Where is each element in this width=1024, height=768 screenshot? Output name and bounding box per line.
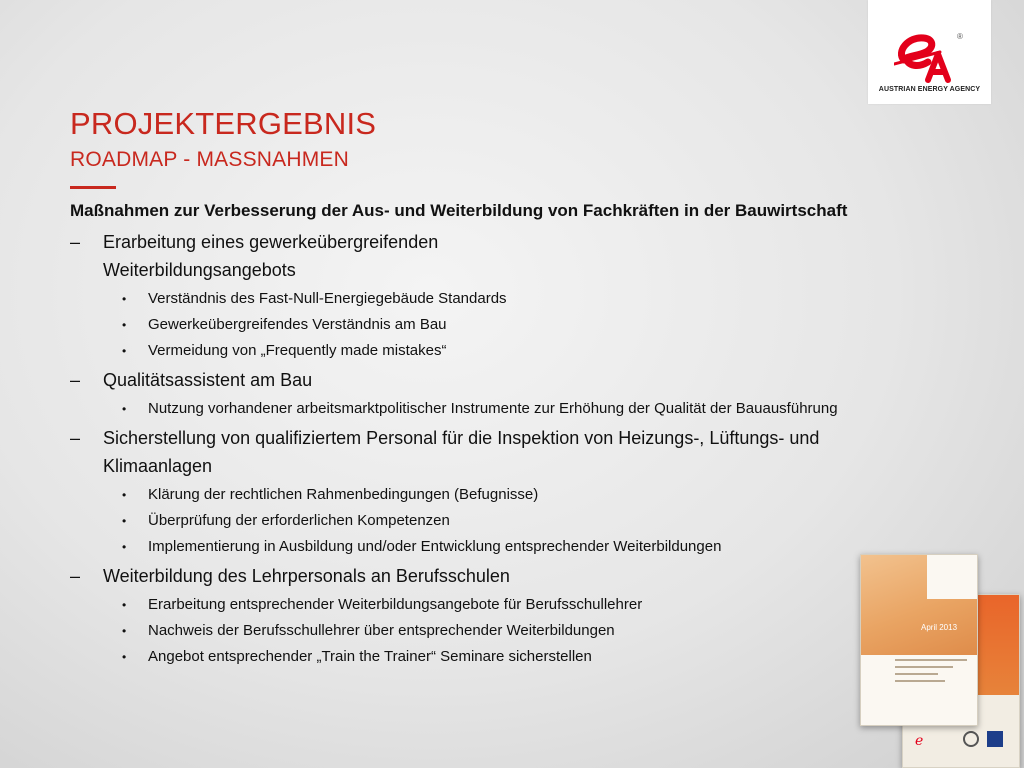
sub-list-item — [70, 288, 870, 310]
title-accent-bar — [70, 186, 116, 189]
slide-title: PROJEKTERGEBNIS — [70, 106, 377, 141]
sub-list-item — [70, 594, 870, 616]
bullet-marker: • — [122, 624, 127, 638]
dash-marker: – — [70, 428, 81, 448]
bullet-marker: • — [122, 650, 127, 664]
sub-list-item — [70, 398, 868, 420]
sub-list-item — [70, 620, 870, 642]
brochure-partner-logos-icon — [913, 725, 1009, 755]
bullet-marker: • — [122, 540, 127, 554]
list-item-text: Qualitätsassistent am Bau — [103, 370, 313, 390]
sub-list-item-text: Nutzung vorhandener arbeitsmarktpolitischer Instrumente zur Erhöhung der Qualität der Bauausführung — [148, 400, 838, 417]
list-item-text: Weiterbildung des Lehrpersonals an Berufsschulen — [103, 566, 510, 586]
brochure-images — [858, 552, 1024, 768]
bullet-marker: • — [122, 292, 127, 306]
sub-list-item-text: Vermeidung von „Frequently made mistakes“ — [148, 342, 447, 359]
bullet-marker: • — [122, 514, 127, 528]
dash-marker: – — [70, 566, 81, 586]
sub-list-item-text: Angebot entsprechender „Train the Trainer“ Seminare sicherstellen — [148, 648, 592, 665]
list-item — [70, 562, 870, 590]
sub-list-item-text: Verständnis des Fast-Null-Energiegebäude Standards — [148, 290, 507, 307]
slide-content — [70, 198, 870, 672]
brochure-text-lines — [895, 659, 967, 687]
ea-logo-mark-icon — [894, 30, 958, 84]
list-item — [70, 228, 870, 284]
sub-list-item-text: Implementierung in Ausbildung und/oder Entwicklung entsprechender Weiterbildungen — [148, 538, 722, 555]
austrian-energy-agency-logo — [868, 0, 991, 104]
bullet-marker: • — [122, 402, 127, 416]
brochure-date: April 2013 — [921, 623, 958, 632]
slide-subtitle: ROADMAP - MASSNAHMEN — [70, 148, 349, 171]
sub-list-item-text: Nachweis der Berufsschullehrer über entsprechender Weiterbildungen — [148, 622, 615, 639]
list-item — [70, 366, 870, 394]
bullet-marker: • — [122, 344, 127, 358]
sub-list-item — [70, 510, 870, 532]
sub-list-item — [70, 536, 870, 558]
list-item — [70, 424, 893, 480]
bullet-marker: • — [122, 488, 127, 502]
content-heading: Maßnahmen zur Verbesserung der Aus- und Weiterbildung von Fachkräften in der Bauwirtschaft — [70, 201, 848, 220]
sub-list-item-text: Gewerkeübergreifendes Verständnis am Bau — [148, 316, 447, 333]
brochure-front-cover — [860, 554, 978, 726]
sub-list-item — [70, 646, 870, 668]
bullet-marker: • — [122, 598, 127, 612]
list-item-text: Erarbeitung eines gewerkeübergreifenden Weiterbildungsangebots — [103, 232, 439, 280]
sub-list-item — [70, 314, 870, 336]
dash-marker: – — [70, 232, 81, 252]
sub-list-item — [70, 340, 870, 362]
sub-list-item-text: Überprüfung der erforderlichen Kompetenzen — [148, 512, 450, 529]
sub-list-item-text: Klärung der rechtlichen Rahmenbedingungen (Befugnisse) — [148, 486, 539, 503]
svg-text:e: e — [915, 733, 924, 749]
logo-company-name: AUSTRIAN ENERGY AGENCY — [878, 86, 981, 93]
sub-list-item — [70, 484, 870, 506]
dash-marker: – — [70, 370, 81, 390]
bullet-marker: • — [122, 318, 127, 332]
registered-mark: ® — [957, 32, 963, 41]
sub-list-item-text: Erarbeitung entsprechender Weiterbildungsangebote für Berufsschullehrer — [148, 596, 643, 613]
list-item-text: Sicherstellung von qualifiziertem Personal für die Inspektion von Heizungs-, Lüftungs- und Klimaanlagen — [103, 428, 820, 476]
